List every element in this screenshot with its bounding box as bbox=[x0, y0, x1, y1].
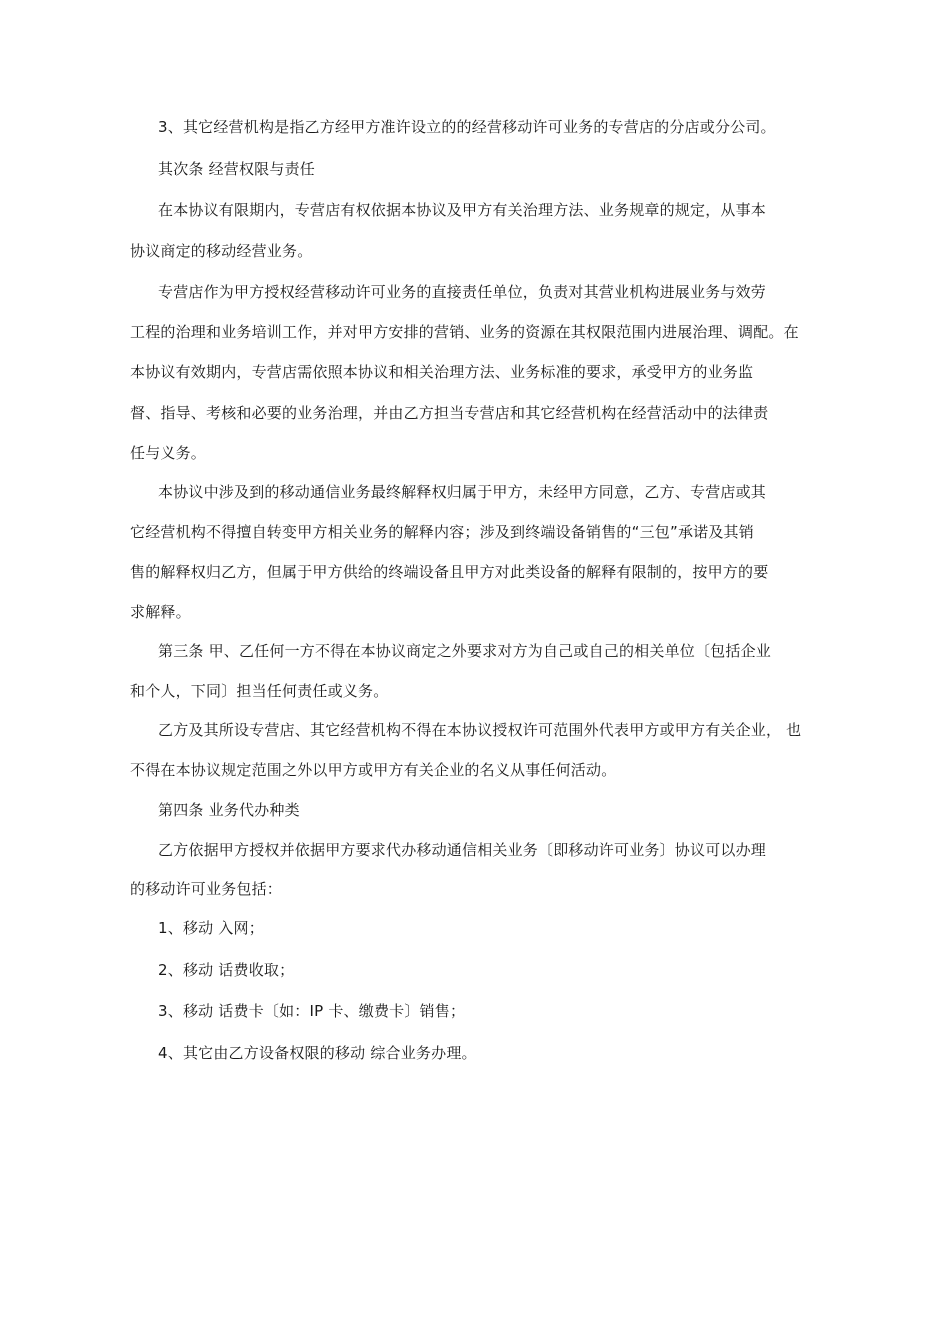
paragraph-line: 本协议有效期内，专营店需依照本协议和相关治理方法、业务标准的要求，承受甲方的业务监 bbox=[130, 363, 754, 381]
paragraph-line: 协议商定的移动经营业务。 bbox=[130, 242, 313, 260]
paragraph-line: 求解释。 bbox=[130, 603, 191, 621]
list-item: 1、移动 入网； bbox=[158, 919, 264, 937]
paragraph-line: 它经营机构不得擅自转变甲方相关业务的解释内容；涉及到终端设备销售的“三包”承诺及其销 bbox=[130, 523, 754, 541]
article-3-line: 第三条 甲、乙任何一方不得在本协议商定之外要求对方为自己或自己的相关单位〔包括企业 bbox=[158, 642, 771, 660]
paragraph-line: 在本协议有限期内，专营店有权依据本协议及甲方有关治理方法、业务规章的规定，从事本 bbox=[158, 201, 767, 219]
paragraph-line: 乙方依据甲方授权并依据甲方要求代办移动通信相关业务〔即移动许可业务〕协议可以办理 bbox=[158, 841, 767, 859]
paragraph-line: 和个人，下同〕担当任何责任或义务。 bbox=[130, 682, 389, 700]
clause-item-3: 3、其它经营机构是指乙方经甲方准许设立的的经营移动许可业务的专营店的分店或分公司。 bbox=[158, 118, 776, 136]
paragraph-line: 售的解释权归乙方，但属于甲方供给的终端设备且甲方对此类设备的解释有限制的，按甲方的要 bbox=[130, 563, 769, 581]
article-2-heading: 其次条 经营权限与责任 bbox=[158, 160, 315, 178]
paragraph-line: 乙方及其所设专营店、其它经营机构不得在本协议授权许可范围外代表甲方或甲方有关企业， 也 bbox=[158, 721, 802, 739]
list-item: 2、移动 话费收取； bbox=[158, 961, 295, 979]
paragraph-line: 的移动许可业务包括： bbox=[130, 880, 283, 898]
list-item: 4、其它由乙方设备权限的移动 综合业务办理。 bbox=[158, 1044, 477, 1062]
paragraph-line: 督、指导、考核和必要的业务治理，并由乙方担当专营店和其它经营机构在经营活动中的法律责 bbox=[130, 404, 769, 422]
article-4-heading: 第四条 业务代办种类 bbox=[158, 801, 300, 819]
paragraph-line: 任与义务。 bbox=[130, 444, 207, 462]
list-item: 3、移动 话费卡〔如：IP 卡、缴费卡〕销售； bbox=[158, 1002, 466, 1020]
paragraph-line: 本协议中涉及到的移动通信业务最终解释权归属于甲方，未经甲方同意，乙方、专营店或其 bbox=[158, 483, 767, 501]
paragraph-line: 工程的治理和业务培训工作，并对甲方安排的营销、业务的资源在其权限范围内进展治理、调配。在 bbox=[130, 323, 799, 341]
paragraph-line: 不得在本协议规定范围之外以甲方或甲方有关企业的名义从事任何活动。 bbox=[130, 761, 617, 779]
paragraph-line: 专营店作为甲方授权经营移动许可业务的直接责任单位，负责对其营业机构进展业务与效劳 bbox=[158, 283, 767, 301]
